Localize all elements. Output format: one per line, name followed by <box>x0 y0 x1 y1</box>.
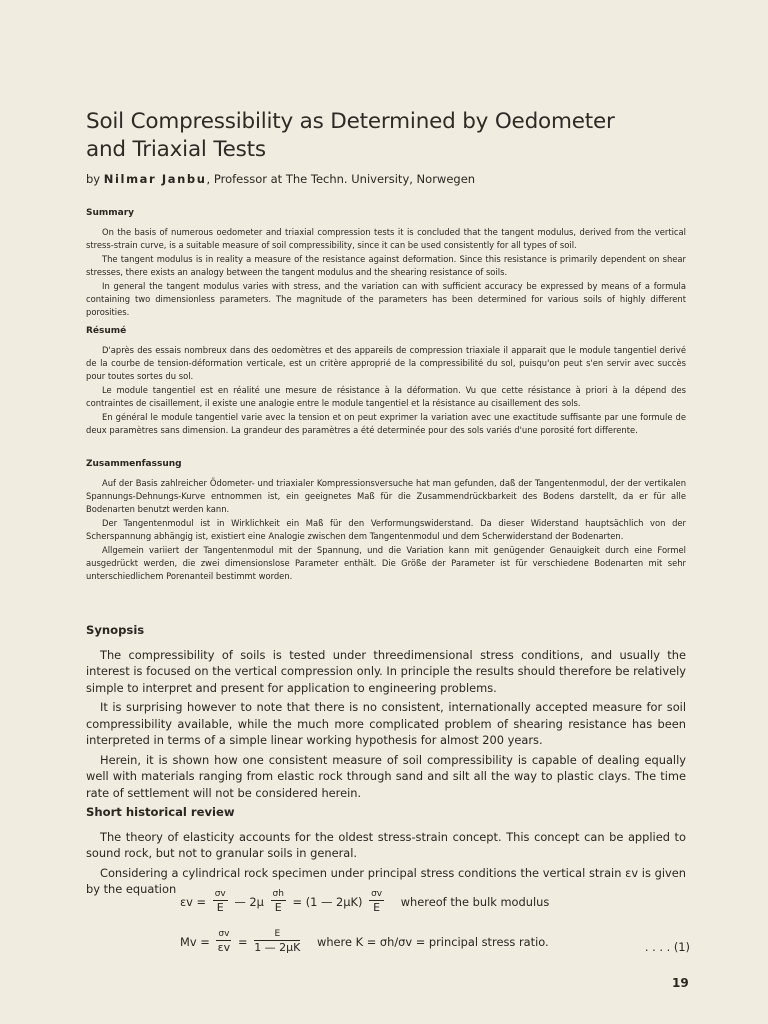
zusammenfassung-section <box>86 458 686 584</box>
eq1-mid2: = (1 — 2μK) <box>292 894 363 909</box>
eq1-f2-denominator: E <box>274 901 282 914</box>
summary-paragraph: The tangent modulus is in reality a measure of the resistance against deformation. Since this resistance is primarily dependent on shear stresses, there exists an analogy between the tangent modulus and the shearing resistance of soils. <box>86 254 686 277</box>
eq1-lhs: εv = <box>180 894 207 909</box>
eq1-f2-numerator: σh <box>272 889 284 899</box>
synopsis-heading: Synopsis <box>86 623 145 637</box>
eq2-f2-denominator: 1 — 2μK <box>254 941 301 954</box>
history-paragraph: Considering a cylindrical rock specimen under principal stress conditions the vertical strain εv is given by the equation <box>86 865 686 896</box>
author-name: Nilmar Janbu <box>103 172 207 186</box>
equation-strain <box>180 888 690 928</box>
eq1-fraction <box>271 888 286 915</box>
eq2-f1-numerator: σv <box>218 929 230 939</box>
eq2-lhs: Mv = <box>180 934 210 949</box>
paper-title <box>86 108 646 164</box>
synopsis-paragraph: Herein, it is shown how one consistent measure of soil compressibility is capable of dealing equally well with materials ranging from elastic rock through sand and silt all the way to plastic clays. The time rate of settlement will not be considered herein. <box>86 752 686 800</box>
zusammenfassung-heading: Zusammenfassung <box>86 459 182 469</box>
eq2-fraction <box>216 928 231 955</box>
history-paragraph: The theory of elasticity accounts for the oldest stress-strain concept. This concept can be applied to sound rock, but not to granular soils in general. <box>86 829 686 860</box>
eq1-text: whereof the bulk modulus <box>400 894 550 909</box>
eq2-f1-denominator: εv <box>217 941 231 954</box>
summary-heading: Summary <box>86 208 135 218</box>
title-line-2: and Triaxial Tests <box>86 137 266 162</box>
zusammenfassung-paragraph: Der Tangentenmodul ist in Wirklichkeit ein Maß für den Verformungswiderstand. Da dieser Widerstand hauptsächlich von der Scherspannung abhängig ist, existiert eine Analogie zwischen dem Tangentenmodul und dem Scherwiderstand der Bodenarten. <box>86 518 686 541</box>
equation-bulk-modulus <box>180 928 690 968</box>
eq1-f1-denominator: E <box>216 901 224 914</box>
equation-block <box>180 888 690 968</box>
equation-number: . . . . (1) <box>644 940 690 954</box>
eq2-text: where K = σh/σv = principal stress ratio. <box>317 934 549 949</box>
zusammenfassung-paragraph: Allgemein variiert der Tangentenmodul mit der Spannung, und die Variation kann mit genügender Genauigkeit durch eine Formel ausgedrückt werden, die zwei dimensionslose Parameter enthält. Die Größe der Parameter ist für verschiedene Bodenarten mit sehr unterschiedlichem Porenanteil bestimmt worden. <box>86 545 686 581</box>
eq2-equals: = <box>238 934 248 949</box>
page-number: 19 <box>672 976 689 990</box>
byline <box>86 172 475 186</box>
resume-paragraph: En général le module tangentiel varie avec la tension et on peut exprimer la variation avec une exactitude suffisante par une formule de deux paramètres sans dimension. La grandeur des paramètres a été determinée pour des sols variés d'une porosité fort differente. <box>86 412 686 435</box>
resume-paragraph: Le module tangentiel est en réalité une mesure de résistance à la déformation. Vu que cette résistance à priori à la dépend des contraintes de cisaillement, il existe une analogie entre le module tangentiel et la résistance au cisaillement des sols. <box>86 385 686 408</box>
summary-paragraph: In general the tangent modulus varies with stress, and the variation can with sufficient accuracy be expressed by means of a formula containing two dimensionless parameters. The magnitude of the parameters has been determined for various soils of highly different porosities. <box>86 281 686 317</box>
byline-affiliation: , Professor at The Techn. University, Norwegen <box>206 172 476 186</box>
eq1-f3-numerator: σv <box>371 889 383 899</box>
eq1-fraction <box>369 888 384 915</box>
summary-section <box>86 207 686 320</box>
eq1-f3-denominator: E <box>373 901 381 914</box>
resume-section <box>86 325 686 438</box>
synopsis-paragraph: It is surprising however to note that there is no consistent, internationally accepted measure for soil compressibility available, while the much more complicated problem of shearing resistance has been interpreted in terms of a simple linear working hypothesis for almost 200 years. <box>86 700 686 747</box>
eq2-fraction <box>254 928 300 955</box>
title-line-1: Soil Compressibility as Determined by Oedometer <box>86 109 615 134</box>
synopsis-section <box>86 622 686 804</box>
summary-paragraph: On the basis of numerous oedometer and triaxial compression tests it is concluded that the tangent modulus, derived from the vertical stress-strain curve, is a suitable measure of soil compressibility, since it can be used consistently for all types of soil. <box>86 227 686 250</box>
eq1-fraction <box>213 888 228 915</box>
history-heading: Short historical review <box>86 805 235 819</box>
resume-paragraph: D'après des essais nombreux dans des oedomètres et des appareils de compression triaxiale il apparait que le module tangentiel derivé de la courbe de tension-déformation verticale, est un critère approprié de la compressibilité du sol, puisqu'on peut s'en servir avec succès pour toutes sortes du sol. <box>86 345 686 381</box>
synopsis-paragraph: The compressibility of soils is tested under threedimensional stress conditions, and usually the interest is focused on the vertical compression only. In principle the results should therefore be relatively simple to interpret and present for application to engineering problems. <box>86 647 686 695</box>
byline-prefix: by <box>86 172 104 186</box>
resume-heading: Résumé <box>86 326 127 336</box>
eq2-f2-numerator: E <box>254 928 300 941</box>
eq1-mid: — 2μ <box>234 894 264 909</box>
zusammenfassung-paragraph: Auf der Basis zahlreicher Ödometer- und triaxialer Kompressionsversuche hat man gefunden, daß der Tangentenmodul, der der vertikalen Spannungs-Dehnungs-Kurve entnommen ist, ein geeignetes Maß für die Zusammendrückbarkeit des Bodens darstellt, da er für alle Bodenarten benutzt werden kann. <box>86 478 686 514</box>
eq1-f1-numerator: σv <box>214 889 226 899</box>
history-section <box>86 804 686 901</box>
